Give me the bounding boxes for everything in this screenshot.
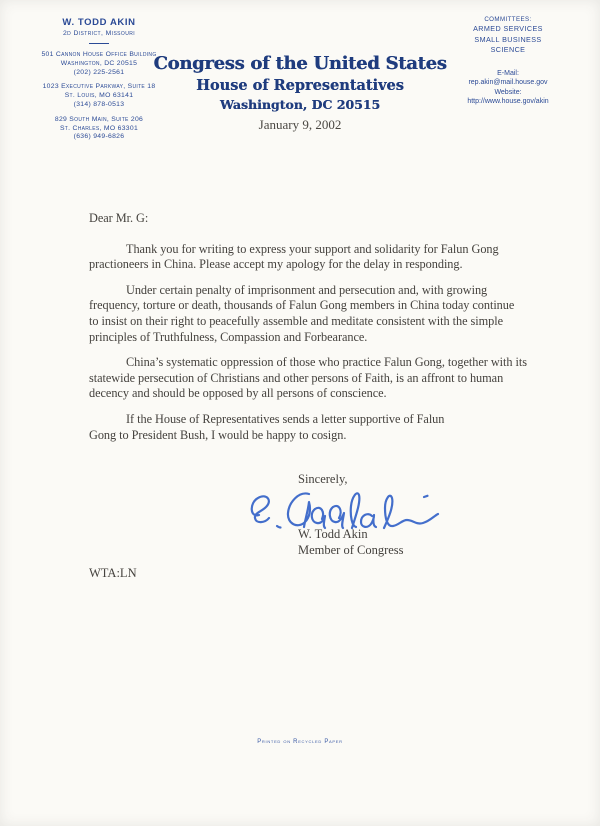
paragraph-line: frequency, torture or death, thousands of Falun Gong members in China today continue: [89, 298, 515, 313]
website-label: Website:: [494, 88, 522, 96]
washington-line: Washington, DC 20515: [219, 97, 381, 112]
paragraph-line: practioneers in China. Please accept my apology for the delay in responding.: [89, 257, 463, 272]
office-line: (636) 949-6826: [73, 133, 125, 141]
paragraph: [89, 283, 525, 345]
congress-title: Congress of the United States: [153, 53, 447, 74]
paragraph-line: Thank you for writing to express your support and solidarity for Falun Gong: [126, 241, 499, 256]
letter-date: January 9, 2002: [258, 117, 342, 132]
paragraph-line: If the House of Representatives sends a letter supportive of Falun: [126, 411, 445, 426]
divider-rule: [89, 43, 109, 44]
salutation: Dear Mr. G:: [89, 211, 149, 225]
office-line: 829 South Main, Suite 206: [54, 115, 144, 123]
letter-body: [89, 211, 525, 443]
closing: Sincerely,: [298, 472, 348, 486]
office-line: (314) 878-0513: [73, 100, 125, 108]
paragraph-line: statewide persecution of Christians and other persons of Faith, is an affront to human: [89, 370, 504, 385]
website-url: http://www.house.gov/akin: [467, 98, 549, 105]
contact-block: [428, 69, 588, 107]
committee-item: ARMED SERVICES: [473, 24, 543, 33]
paragraph-line: Gong to President Bush, I would be happy to cosign.: [89, 427, 347, 442]
paragraph-line: decency and should be opposed by all persons of conscience.: [89, 386, 387, 401]
office-line: Washington, DC 20515: [60, 59, 138, 67]
office-line: 501 Cannon House Office Building: [41, 51, 157, 58]
committee-item: SMALL BUSINESS: [474, 34, 542, 44]
signer-name: W. Todd Akin: [298, 527, 368, 541]
office-line: St. Louis, MO 63141: [64, 92, 134, 100]
committee-item: SCIENCE: [490, 45, 526, 54]
paragraph: [89, 242, 525, 273]
typist-initials: WTA:LN: [89, 566, 137, 580]
paragraph-line: principles of Truthfulness, Compassion and Forbearance.: [89, 329, 368, 344]
office-line: (202) 225-2561: [73, 68, 125, 76]
office-line: St. Charles, MO 63301: [59, 124, 139, 132]
letterhead-right: [428, 15, 588, 107]
member-name: W. TODD AKIN: [62, 17, 136, 28]
committees-label: COMMITTEES:: [484, 16, 532, 23]
paragraph: [89, 412, 525, 443]
signature-block: [298, 526, 404, 558]
paragraph-line: China’s systematic oppression of those who practice Falun Gong, together with its: [126, 355, 527, 370]
signer-title: Member of Congress: [298, 543, 404, 557]
email-label: E-Mail:: [497, 69, 519, 77]
paragraph: [89, 355, 525, 402]
email-address: rep.akin@mail.house.gov: [468, 79, 548, 86]
member-district: 2d District, Missouri: [62, 30, 136, 37]
recycled-paper-note: Printed on Recycled Paper: [257, 739, 343, 745]
office-line: 1023 Executive Parkway, Suite 18: [42, 83, 156, 91]
house-subtitle: House of Representatives: [196, 77, 404, 94]
paragraph-line: Under certain penalty of imprisonment and persecution and, with growing: [126, 282, 488, 297]
paragraph-line: to insist on their right to peacefully assemble and meditate consistent with the simple: [89, 313, 503, 328]
